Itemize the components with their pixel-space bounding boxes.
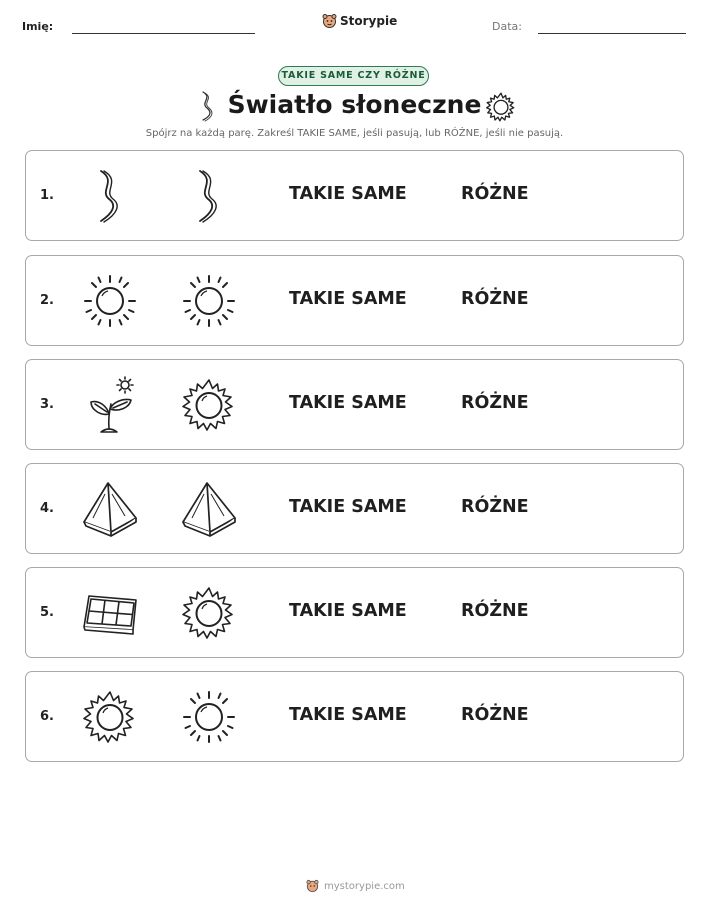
solar-panel-icon	[81, 584, 139, 642]
exercise-row	[25, 255, 684, 346]
different-option[interactable]: RÓŻNE	[461, 393, 529, 413]
same-option[interactable]: TAKIE SAME	[289, 497, 407, 517]
same-option[interactable]: TAKIE SAME	[289, 289, 407, 309]
sun-petals-icon	[180, 376, 238, 434]
same-option[interactable]: TAKIE SAME	[289, 601, 407, 621]
sun-rays-icon	[180, 688, 238, 746]
row-number: 4.	[40, 501, 54, 516]
wave-icon	[81, 167, 139, 225]
brand-name: Storypie	[340, 14, 398, 28]
name-label: Imię:	[22, 20, 54, 33]
activity-tag: TAKIE SAME CZY RÓŻNE	[278, 66, 429, 86]
pyramid-icon	[81, 480, 139, 538]
date-label: Data:	[492, 20, 522, 33]
storypie-mascot-icon	[322, 13, 337, 29]
row-number: 6.	[40, 709, 54, 724]
row-number: 1.	[40, 188, 54, 203]
different-option[interactable]: RÓŻNE	[461, 497, 529, 517]
wave-icon	[180, 167, 238, 225]
sun-petals-icon	[81, 688, 139, 746]
same-option[interactable]: TAKIE SAME	[289, 393, 407, 413]
footer	[306, 879, 405, 893]
same-option[interactable]: TAKIE SAME	[289, 705, 407, 725]
name-field[interactable]	[72, 33, 255, 34]
different-option[interactable]: RÓŻNE	[461, 705, 529, 725]
page-title: Światło słoneczne	[227, 90, 482, 119]
footer-url[interactable]: mystorypie.com	[324, 880, 405, 892]
pyramid-icon	[180, 480, 238, 538]
sprout-sun-icon	[81, 376, 139, 434]
sun-rays-icon	[81, 272, 139, 330]
row-number: 5.	[40, 605, 54, 620]
row-number: 2.	[40, 293, 54, 308]
exercise-row	[25, 567, 684, 658]
exercise-row	[25, 671, 684, 762]
sun-rays-icon	[180, 272, 238, 330]
storypie-mascot-icon	[306, 879, 319, 893]
sun-petals-icon	[485, 91, 517, 123]
sun-petals-icon	[180, 584, 238, 642]
brand-logo	[322, 13, 397, 29]
different-option[interactable]: RÓŻNE	[461, 601, 529, 621]
row-number: 3.	[40, 397, 54, 412]
different-option[interactable]: RÓŻNE	[461, 184, 529, 204]
instructions: Spójrz na każdą parę. Zakreśl TAKIE SAME, jeśli pasują, lub RÓŻNE, jeśli nie pasują.	[145, 128, 564, 139]
same-option[interactable]: TAKIE SAME	[289, 184, 407, 204]
date-field[interactable]	[538, 33, 686, 34]
exercise-row	[25, 359, 684, 450]
exercise-row	[25, 463, 684, 554]
exercise-row	[25, 150, 684, 241]
different-option[interactable]: RÓŻNE	[461, 289, 529, 309]
